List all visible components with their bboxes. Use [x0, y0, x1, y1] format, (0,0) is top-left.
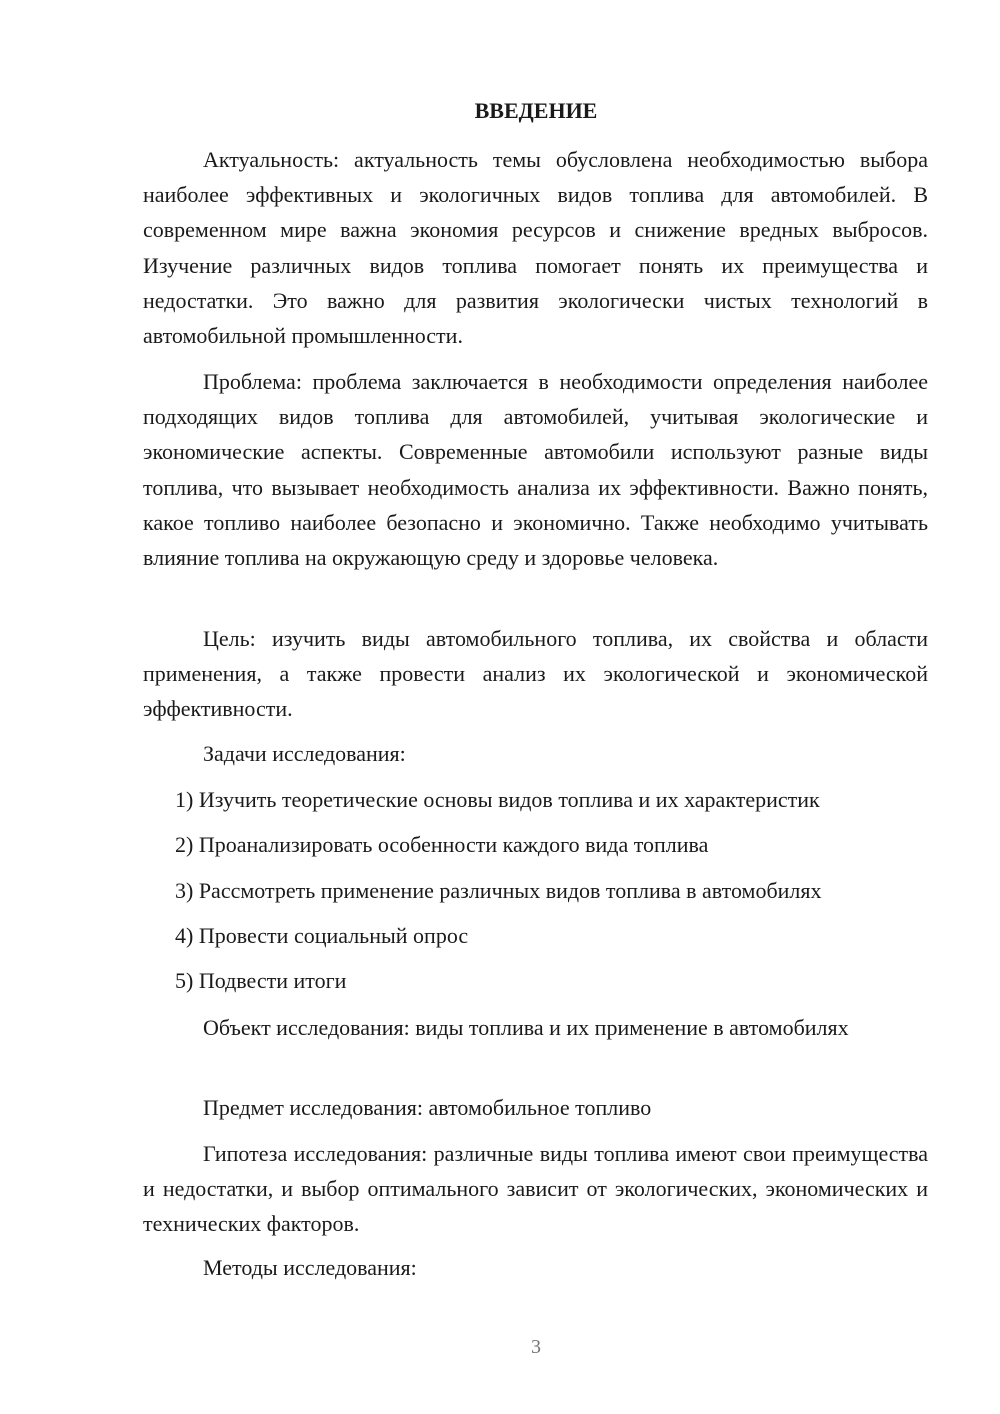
paragraph-hypothesis: Гипотеза исследования: различные виды топлива имеют свои преимущества и недостатки, и выбор оптимального зависит от экологических, экономических и технических факторов.: [143, 1141, 928, 1237]
page-title: ВВЕДЕНИЕ: [474, 98, 598, 123]
paragraph-methods: Методы исследования:: [203, 1255, 417, 1280]
paragraph-object: Объект исследования: виды топлива и их применение в автомобилях: [203, 1015, 849, 1040]
list-item: 2) Проанализировать особенности каждого вида топлива: [175, 832, 709, 857]
tasks-heading: Задачи исследования:: [203, 741, 406, 766]
list-item: 5) Подвести итоги: [175, 968, 347, 993]
list-item: 3) Рассмотреть применение различных видов топлива в автомобилях: [175, 878, 822, 903]
list-item: 4) Провести социальный опрос: [175, 923, 469, 948]
paragraph-problem: Проблема: проблема заключается в необходимости определения наиболее подходящих видов топлива для автомобилей, учитывая экологические и экономические аспекты. Современные автомобили используют разные виды топлива, что вызывает необходимость анализа их эффективности. Важно понять, какое топливо наиболее безопасно и экономично. Также необходимо учитывать влияние топлива на окружающую среду и здоровье человека.: [143, 369, 928, 571]
page-number: 3: [531, 1336, 541, 1358]
paragraph-goal: Цель: изучить виды автомобильного топлива, их свойства и области применения, а также провести анализ их экологической и экономической эффективности.: [143, 626, 928, 722]
paragraph-relevance: Актуальность: актуальность темы обусловлена необходимостью выбора наиболее эффективных и экологичных видов топлива для автомобилей. В современном мире важна экономия ресурсов и снижение вредных выбросов. Изучение различных видов топлива помогает понять их преимущества и недостатки. Это важно для развития экологически чистых технологий в автомобильной промышленности.: [143, 147, 928, 349]
list-item: 1) Изучить теоретические основы видов топлива и их характеристик: [175, 787, 820, 812]
paragraph-subject: Предмет исследования: автомобильное топливо: [203, 1095, 652, 1120]
